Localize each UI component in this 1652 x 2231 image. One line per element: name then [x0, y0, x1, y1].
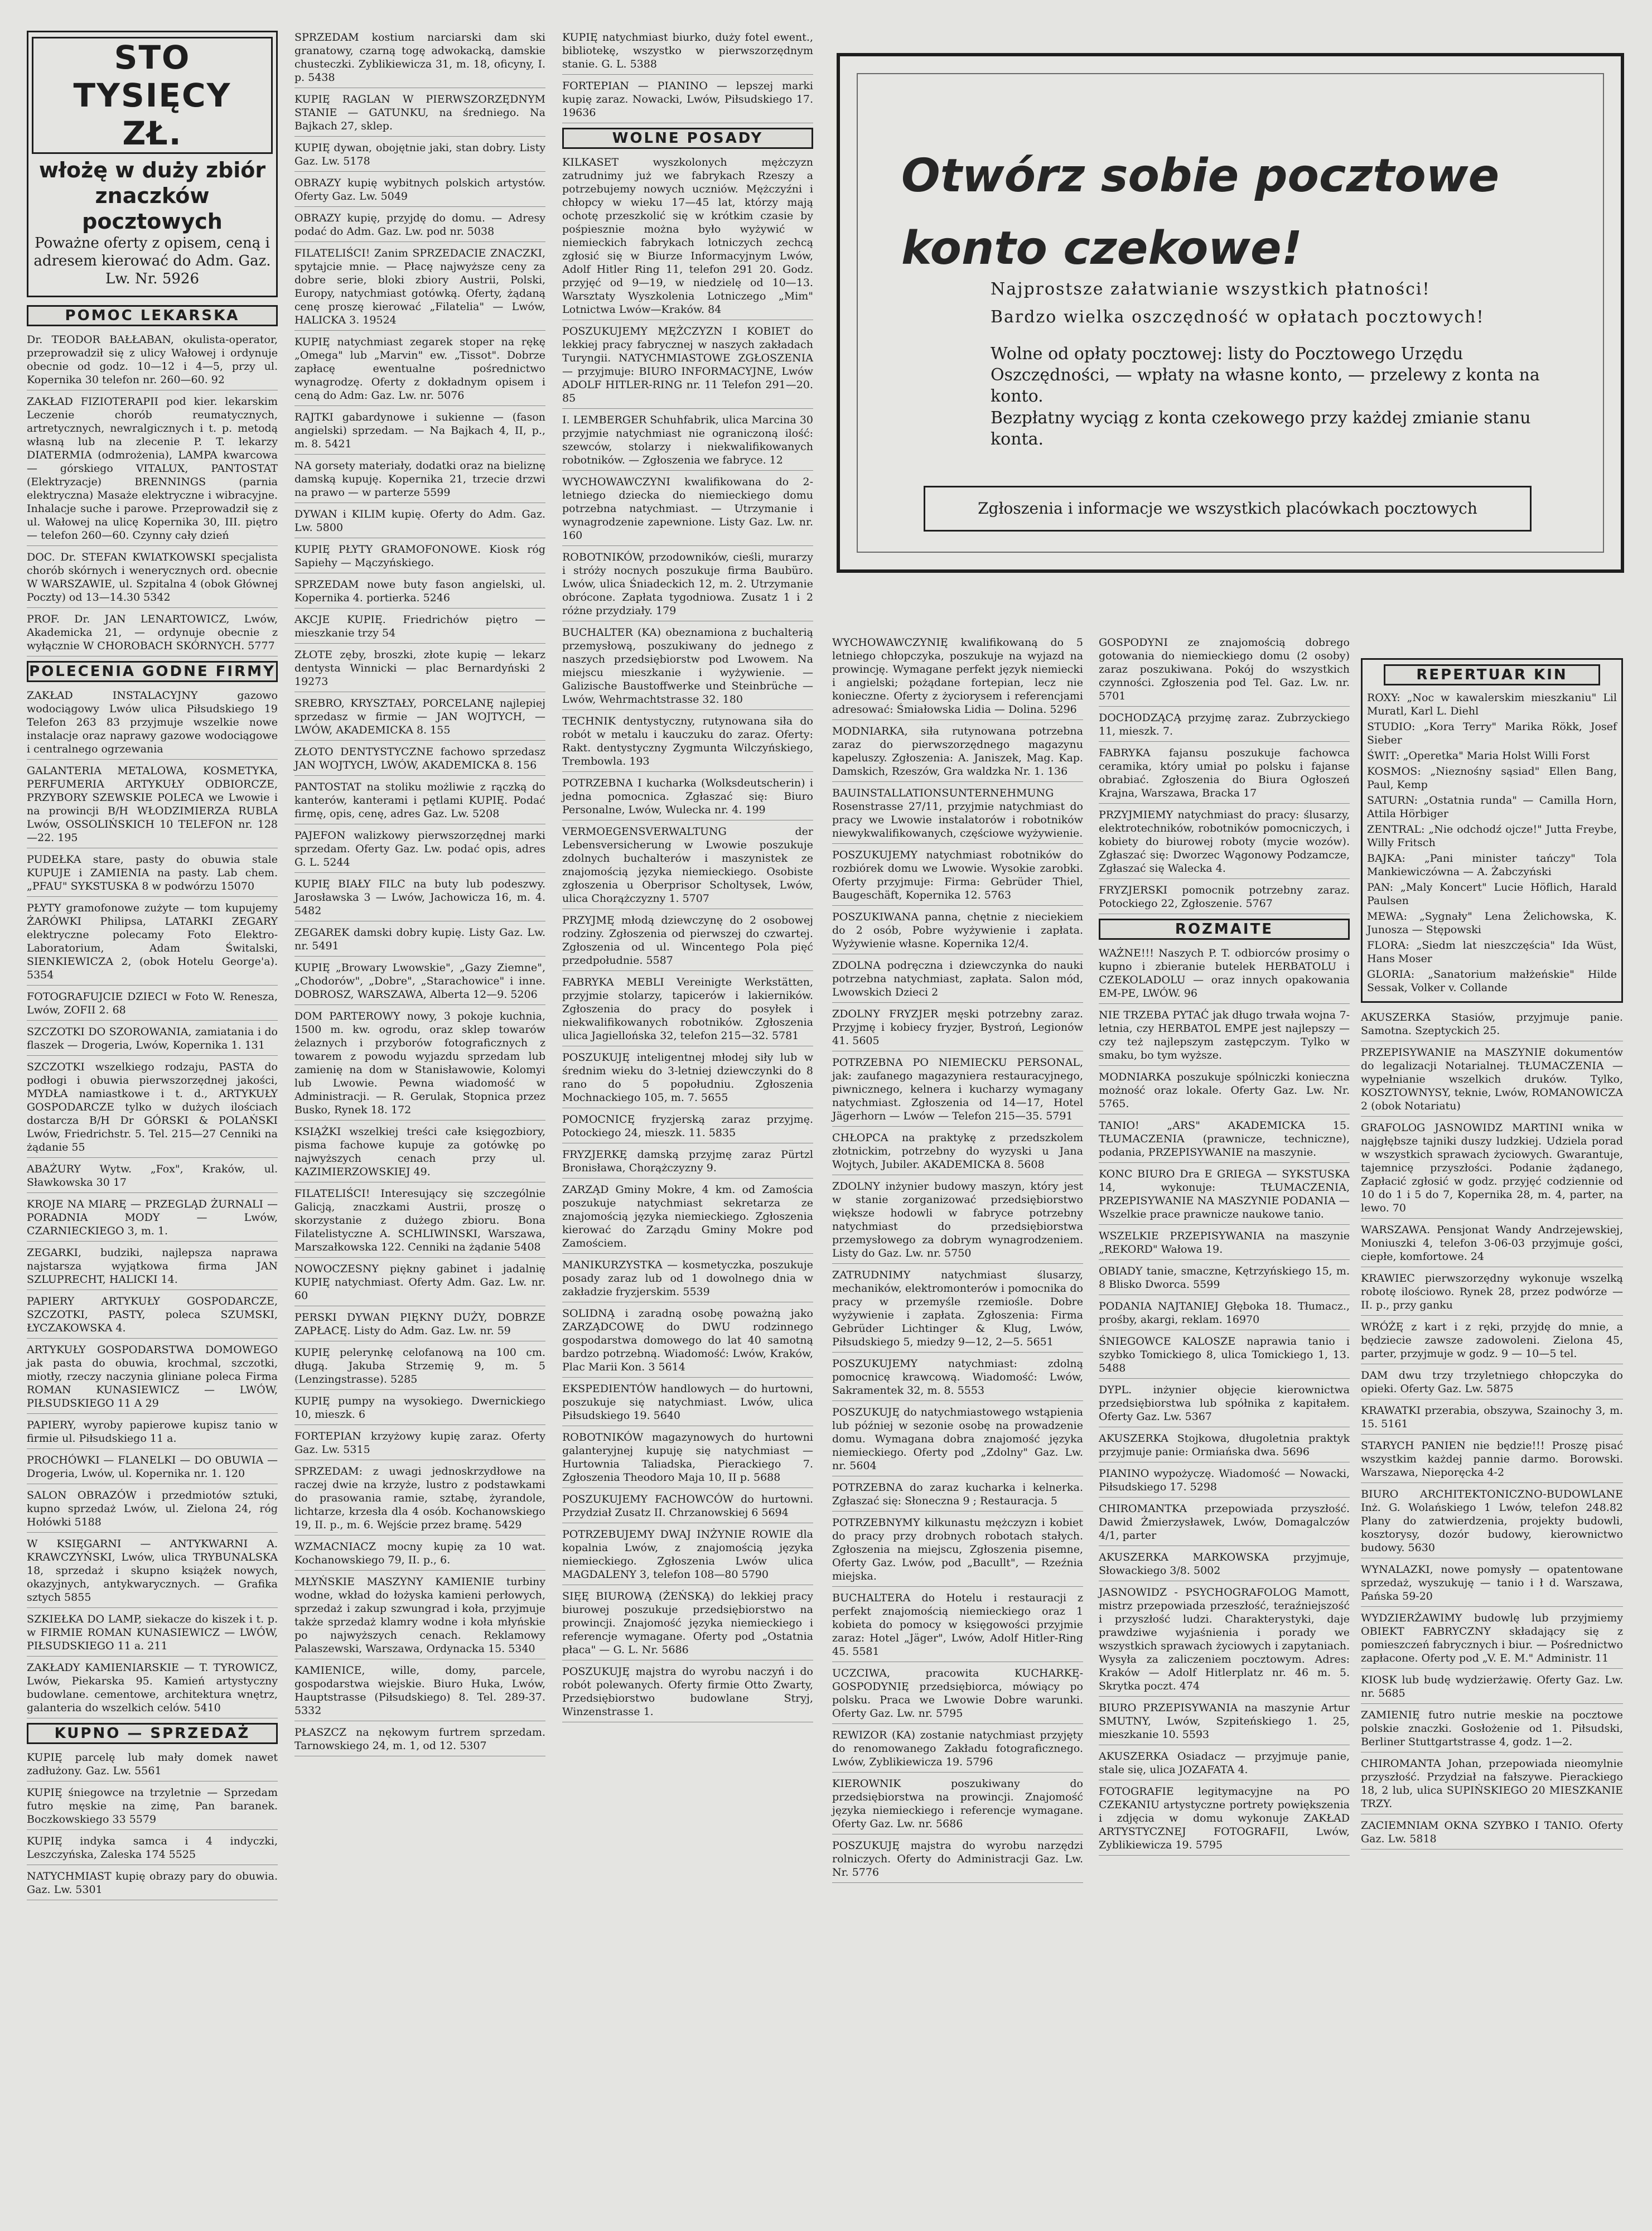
classified-ad: Dr. TEODOR BAŁŁABAN, okulista-operator, przeprowadził się z ulicy Wałowej i ordynuje obecnie od godz. 10—12 i 4—5, przy ul. Kopernika 30 telefon nr. 260—60. 92	[27, 333, 278, 390]
classified-ad: ZEGARKI, budziki, najlepsza naprawa najstarsza wyjątkowa firma JAN SZLUPRECHT, HALICKI 14.	[27, 1246, 278, 1290]
section-header-polecenia: POLECENIA GODNE FIRMY	[27, 661, 278, 682]
classified-ad: FRYZJERKĘ damską przyjmę zaraz Pürtzl Bronisława, Chorążczyzny 9.	[562, 1148, 813, 1179]
section-header-repertuar: REPERTUAR KIN	[1384, 664, 1600, 685]
ad-list-col3-top	[562, 31, 813, 123]
classified-ad: DYWAN i KILIM kupię. Oferty do Adm. Gaz. Lw. 5800	[294, 508, 545, 538]
classified-ad: GRAFOLOG JASNOWIDZ MARTINI wnika w najgłębsze tajniki duszy ludzkiej. Udziela porad w wszystkich sprawach życiowych. Gwarantuje, tajemnicę przyszłości. Podanie żądanego, Zapłacić zgłosić w godz. przyjęć codziennie od 10 do 1 i 5 do 7, Kopernika 28, m. 4, parter, na lewo. 70	[1361, 1121, 1623, 1219]
classified-ad: PŁYTY gramofonowe zużyte — tom kupujemy ŻARÓWKI Philipsa, LATARKI ZEGARY elektryczne polecamy Foto Elektro-Laboratorium, Adam Świtalski, SIENKIEWICZA 2, (obok Hotelu George'a). 5354	[27, 901, 278, 986]
classified-ad: SPRZEDAM nowe buty fason angielski, ul. Kopernika 4. portierka. 5246	[294, 578, 545, 609]
classified-ad: PERSKI DYWAN PIĘKNY DUŻY, DOBRZE ZAPŁACĘ. Listy do Adm. Gaz. Lw. nr. 59	[294, 1311, 545, 1341]
classified-ad: SZCZOTKI DO SZOROWANIA, zamiatania i do flaszek — Drogeria, Lwów, Kopernika 1. 131	[27, 1025, 278, 1056]
classified-ad: PROCHÓWKI — FLANELKI — DO OBUWIA — Drogeria, Lwów, ul. Kopernika nr. 1. 120	[27, 1453, 278, 1484]
classified-ad: POTRZEBNA I kucharka (Wolksdeutscherin) i jedna pomocnica. Zgłaszać się: Biuro Personalne, Lwów, Wulecka nr. 4. 199	[562, 776, 813, 820]
classified-ad: EKSPEDIENTÓW handlowych — do hurtowni, poszukuje się natychmiast. Lwów, ulica Piłsudskiego 19. 5640	[562, 1382, 813, 1426]
classified-ad: KIOSK lub budę wydzierżawię. Oferty Gaz. Lw. nr. 5685	[1361, 1673, 1623, 1704]
classified-ad: RAJTKI gabardynowe i sukienne — (fason angielski) sprzedam. — Na Bajkach 4, II, p., m. 8. 5421	[294, 411, 545, 455]
classified-ad: CHŁOPCA na praktykę z przedszkolem złotnickim, potrzebny do wyzyski u Jana Wojtych, Jubiler. AKADEMICKA 8. 5608	[832, 1131, 1083, 1175]
classified-ad: POSZUKUJEMY FACHOWCÓW do hurtowni. Przydział Zusatz II. Chrzanowskiej 6 5694	[562, 1493, 813, 1523]
classified-ad: DAM dwu trzy trzyletniego chłopczyka do opieki. Oferty Gaz. Lw. 5875	[1361, 1369, 1623, 1399]
classified-ad: AKUSZERKA Osiadacz — przyjmuje panie, stale się, ulica JOZAFATA 4.	[1099, 1750, 1350, 1780]
classified-ad: KAMIENICE, wille, domy, parcele, gospodarstwa wiejskie. Biuro Huka, Lwów, Hauptstrasse (Piłsudskiego) 8. Tel. 289-37. 5332	[294, 1664, 545, 1721]
classified-ad: PAPIERY, wyroby papierowe kupisz tanio w firmie ul. Piłsudskiego 11 a.	[27, 1418, 278, 1449]
classified-ad: FOTOGRAFIE legitymacyjne na PO CZEKANIU artystyczne portrety powiększenia i zdjęcia w domu wykonuje ZAKŁAD ARTYSTYCZNEJ FOTOGRAFII, Lwów, Zyblikiewicza 19. 5795	[1099, 1785, 1350, 1856]
classified-ad: ZAKŁADY KAMIENIARSKIE — T. TYROWICZ, Lwów, Piekarska 95. Kamień artystyczny budowlane. cementowe, architektura wnętrz, galanteria do wszelkich celów. 5410	[27, 1661, 278, 1718]
column-3	[562, 31, 813, 1727]
stamp-collection-ad	[27, 31, 278, 297]
classified-ad: WSZELKIE PRZEPISYWANIA na maszynie „REKORD" Wałowa 19.	[1099, 1229, 1350, 1260]
classified-ad: KONC BIURO Dra E GRIEGA — SYKSTUSKA 14, wykonuje: TŁUMACZENIA, PRZEPISYWANIE NA MASZYNIE PODANIA — Wszelkie prace prawnicze naukowe tanio.	[1099, 1167, 1350, 1225]
classified-ad: CHIROMANTA Johan, przepowiada nieomylnie przyszłość. Przydział na fałszywe. Pierackiego 18, 2 lub, ulica SUPIŃSKIEGO 20 MIESZKANIE TRZY.	[1361, 1757, 1623, 1814]
classified-ad: PRZEPISYWANIE na MASZYNIE dokumentów do legalizacji Notarialnej. TŁUMACZENIA — wypełnianie wszelkich druków. Tylko, KOSZTOWNYSY, teknie, Lwów, ROMANOWICZA 2 (obok Notariatu)	[1361, 1046, 1623, 1117]
classified-ad: KUPIĘ PŁYTY GRAMOFONOWE. Kiosk róg Sapiehy — Mączyńskiego.	[294, 543, 545, 573]
postal-footer: Zgłoszenia i informacje we wszystkich placówkach pocztowych	[924, 486, 1532, 532]
classified-ad: DYPL. inżynier objęcie kierownictwa przedsiębiorstwa lub spółnika z kapitałem. Oferty Gaz. Lw. 5367	[1099, 1383, 1350, 1427]
classified-ad: STARYCH PANIEN nie będzie!!! Proszę pisać wszystkim każdej pannie darmo. Borowski. Warszawa, Nieporęcka 4-2	[1361, 1439, 1623, 1483]
cinema-entry: ZENTRAL: „Nie odchodź ojcze!" Jutta Freybe, Willy Fritsch	[1367, 823, 1617, 849]
postal-title: Otwórz sobie pocztowe konto czekowe!	[901, 149, 1500, 275]
classified-ad: FILATELIŚCI! Interesujący się szczególnie Galicją, znaczkami Austrii, proszę o skorzystanie z dużego zbioru. Bona Filatelistyczne A. SCHLIWINSKI, Warszawa, Marszałkowska 122. Cenniki na żądanie 5408	[294, 1187, 545, 1258]
ad-list-medical	[27, 333, 278, 656]
classified-ad: ZAMIENIĘ futro nutrie meskie na pocztowe polskie znaczki. Gosłożenie od 1. Piłsudski, Berliner Stuttgartstrasse 4, godz. 1—2.	[1361, 1708, 1623, 1752]
classified-ad: WYCHOWAWCZYNI kwalifikowana do 2-letniego dziecka do niemieckiego domu potrzebna natychmiast. — Utrzymanie i wynagrodzenie zapewnione. Listy Gaz. Lw. nr. 160	[562, 475, 813, 546]
classified-ad: GOSPODYNI ze znajomością dobrego gotowania do niemieckiego domu (2 osoby) zaraz poszukiwana. Pokój do wszystkich czynności. Zgłoszenia pod Tel. Gaz. Lw. nr. 5701	[1099, 636, 1350, 707]
classified-ad: ZARZĄD Gminy Mokre, 4 km. od Zamościa poszukuje natychmiast sekretarza ze znajomością języka niemieckiego. Zgłoszenia kierować do Zarządu Gminy Mokre pod Zamościem.	[562, 1183, 813, 1254]
classified-ad: ZDOLNY inżynier budowy maszyn, który jest w stanie zorganizować przedsiębiorstwo większe hodowli w fabryce potrzebny natychmiast do przedsiębiorstwa przemysłowego za dobrym wynagrodzeniem. Listy do Gaz. Lw. nr. 5750	[832, 1180, 1083, 1264]
classified-ad: WYNALAZKI, nowe pomysły — opatentowane sprzedaż, wyszukuję — tanio i ł d. Warszawa, Pańska 59-20	[1361, 1563, 1623, 1607]
classified-ad: OBRAZY kupię, przyjdę do domu. — Adresy podać do Adm. Gaz. Lw. pod nr. 5038	[294, 211, 545, 242]
cinema-entry: ŚWIT: „Operetka" Maria Holst Willi Forst	[1367, 750, 1590, 762]
column-6	[1361, 658, 1623, 1854]
classified-ad: FRYZJERSKI pomocnik potrzebny zaraz. Potockiego 22, Zgłoszenie. 5767	[1099, 883, 1350, 914]
classified-ad: MANIKURZYSTKA — kosmetyczka, poszukuje posady zaraz lub od 1 dowolnego dnia w zakładzie fryzjerskim. 5539	[562, 1258, 813, 1302]
cinema-entry: GLORIA: „Sanatorium małżeńskie" Hilde Sessak, Volker v. Collande	[1367, 968, 1617, 994]
promo-line-3: Poważne oferty z opisem, ceną i adresem kierować do Adm. Gaz. Lw. Nr. 5926	[33, 235, 271, 287]
classified-ad: AKUSZERKA Stojkowa, długoletnia praktyk przyjmuje panie: Ormiańska dwa. 5696	[1099, 1432, 1350, 1462]
classified-ad: POTRZEBNA PO NIEMIECKU PERSONAL, jak: zaufanego magazyniera restauracyjnego, piwnicznego, kelnera i kucharzy wymagany natychmiast. Zgłoszenia od 14—17, Hotel Jägerhorn — Lwów — Telefon 215—35. 5791	[832, 1056, 1083, 1127]
classified-ad: PAPIERY ARTYKUŁY GOSPODARCZE, SZCZOTKI, PASTY, poleca SZUMSKI, ŁYCZAKOWSKA 4.	[27, 1295, 278, 1339]
classified-ad: OBRAZY kupię wybitnych polskich artystów. Oferty Gaz. Lw. 5049	[294, 176, 545, 207]
classified-ad: ROBOTNIKÓW, przodowników, cieśli, murarzy i stróży nocnych poszukuje firma Baubüro. Lwów, ulica Śniadeckich 12, m. 2. Utrzymanie obrócone. Zapłata tygodniowa. Zusatz 1 i 2 różne przydziały. 179	[562, 550, 813, 621]
classified-ad: ZDOLNA podręczna i dziewczynka do nauki potrzebna natychmiast, zapłata. Salon mód, Lwowskich Dzieci 2	[832, 959, 1083, 1003]
ad-list-col6	[1361, 1011, 1623, 1849]
classified-ad: POSZUKUJĘ majstra do wyrobu narzędzi rolniczych. Oferty do Administracji Gaz. Lw. Nr. 5776	[832, 1839, 1083, 1883]
classified-ad: ZDOLNY FRYZJER męski potrzebny zaraz. Przyjmę i kobiecy fryzjer, Bystroń, Legionów 41. 5605	[832, 1007, 1083, 1051]
classified-ad: ŚNIEGOWCE KALOSZE naprawia tanio i szybko Tomickiego 8, ulica Tomickiego 1, 13. 5488	[1099, 1335, 1350, 1379]
classified-ad: FORTEPIAN krzyżowy kupię zaraz. Oferty Gaz. Lw. 5315	[294, 1430, 545, 1460]
classified-ad: KUPIĘ natychmiast biurko, duży fotel ewent., bibliotekę, wszystko w pierwszorzędnym stanie. G. L. 5388	[562, 31, 813, 75]
postal-line-3: Wolne od opłaty pocztowej: listy do Pocztowego Urzędu Oszczędności, — wpłaty na własne konto, — przelewy z konta na konto.	[991, 344, 1540, 406]
classified-ad: BUCHALTER (KA) obeznamiona z buchalterią przemysłową, poszukiwany do jednego z naszych przedsiębiorstw pod Lwowem. Na miejscu mieszkanie i wyżywienie. — Galizische Baustoffwerke und Steinbrüche — Lwów, Wehrmachtstrasse 32. 180	[562, 626, 813, 710]
classified-ad: SPRZEDAM: z uwagi jednoskrzydłowe na raczej dwie na krzyże, lustro z podstawkami do prasowania ramie, sztabę, żyrandole, lichtarze, krzesła dla 4 osób. Kochanowskiego 19, II. p., m. 6. Wejście przez bramę. 5429	[294, 1465, 545, 1535]
classified-ad: SZCZOTKI wszelkiego rodzaju, PASTA do podłogi i obuwia pierwszorzędnej jakości, MYDŁA namiastkowe i t. d., ARTYKUŁY GOSPODARCZE tylko w dużych ilościach dostarcza B/H Dr GÓRSKI & POLAŃSKI Lwów, Friedrichstr. 5. Tel. 215—27 Cenniki na żądanie 55	[27, 1060, 278, 1158]
classified-ad: POSZUKUJĘ do natychmiastowego wstąpienia lub później w sezonie osobę na prowadzenie domu. Wymagana dobra znajomość języka niemieckiego. Oferty pod „Zdolny" Gaz. Lw. nr. 5604	[832, 1406, 1083, 1476]
promo-line-1: włożę w duży zbiór	[38, 158, 266, 182]
classified-ad: ZAKŁAD FIZIOTERAPII pod kier. lekarskim Leczenie chorób reumatycznych, artretycznych, newralgicznych i t. p. metodą własną lub na zlecenie P. T. lekarzy DIATERMIA (odmrożenia), LAMPA kwarcowa — górskiego VITALUX, PANTOSTAT (Elektryzacje) BRENNINGS (parnia elektryczna) Masaże elektryczne i wibracyjne. Inhalacje suche i parowe. Przeprowadził się z ul. Wałowej na ulicę Kopernika 30, III. piętro — telefon 260—60. Czynny cały dzień	[27, 395, 278, 546]
postal-line-4: Bezpłatny wyciąg z konta czekowego przy każdej zmianie stanu konta.	[991, 408, 1531, 449]
classified-ad: WARSZAWA. Pensjonat Wandy Andrzejewskiej, Moniuszki 4, telefon 3-06-03 przyjmuje gości, ciepłe, komfortowe. 24	[1361, 1223, 1623, 1267]
classified-ad: FORTEPIAN — PIANINO — lepszej marki kupię zaraz. Nowacki, Lwów, Piłsudskiego 17. 19636	[562, 79, 813, 123]
ad-list-col2	[294, 31, 545, 1756]
classified-ad: NOWOCZESNY piękny gabinet i jadalnię KUPIĘ natychmiast. Oferty Adm. Gaz. Lw. nr. 60	[294, 1262, 545, 1306]
postal-line-2: Bardzo wielka oszczędność w opłatach pocztowych!	[991, 307, 1485, 327]
classified-ad: PŁASZCZ na nękowym furtrem sprzedam. Tarnowskiego 24, m. 1, od 12. 5307	[294, 1726, 545, 1756]
cinema-repertoire	[1361, 658, 1623, 1003]
cinema-entry: SATURN: „Ostatnia runda" — Camilla Horn, Attila Hörbiger	[1367, 794, 1617, 820]
classified-ad: KUPIĘ śniegowce na trzyletnie — Sprzedam futro męskie na zimę, Pan baranek. Boczkowskiego 33 5579	[27, 1786, 278, 1830]
classified-ad: BAUINSTALLATIONSUNTERNEHMUNG Rosenstrasse 27/11, przyjmie natychmiast do pracy we Lwowie instalatorów i robotników niewykwalifikowanych, częściowe wyżywienie.	[832, 786, 1083, 844]
classified-ad: MODNIARKA, siła rutynowana potrzebna zaraz do pierwszorzędnego magazynu kapeluszy. Zgłoszenia: A. Janiszek, Mag. Kap. Damskich, Rzeszów, Gra waldzka Nr. 1. 136	[832, 725, 1083, 782]
column-4	[832, 636, 1083, 1887]
classified-ad: POSZUKUJEMY MĘŻCZYZN I KOBIET do lekkiej pracy fabrycznej w naszych zakładach Turyngii. NATYCHMIASTOWE ZGŁOSZENIA — przyjmuje: BIURO INFORMACYJNE, Lwów ADOLF HITLER-RING nr. 11 Telefon 291—20. 85	[562, 325, 813, 409]
classified-ad: ZATRUDNIMY natychmiast ślusarzy, mechaników, elektromonterów i pomocnika do pracy w przemyśle rzemiośle. Dobre wyżywienie i zapłata. Zgłoszenia: Firma Gebrüder Lichtinger & Klug, Lwów, Piłsudskiego 5, miedzy 9—12, 2—5. 5651	[832, 1268, 1083, 1353]
ad-list-col4	[832, 636, 1083, 1883]
classified-ad: AKCJE KUPIĘ. Friedrichów piętro — mieszkanie trzy 54	[294, 613, 545, 644]
classified-ad: KUPIĘ RAGLAN W PIERWSZORZĘDNYM STANIE — GATUNKU, na średniego. Na Bajkach 27, sklep.	[294, 93, 545, 137]
classified-ad: FABRYKA MEBLI Vereinigte Werkstätten, przyjmie stolarzy, tapicerów i lakierników. Zgłoszenia do pracy do posyłek i niekwalifikowanych robotników. Zgłoszenia ulica Jagiellońska 32, telefon 215—32. 5781	[562, 976, 813, 1046]
classified-ad: KUPIĘ pelerynkę celofanową na 100 cm. długą. Jakuba Strzemię 9, m. 5 (Lenzingstrasse). 5285	[294, 1346, 545, 1390]
classified-ad: PRZYJMIEMY natychmiast do pracy: ślusarzy, elektrotechników, robotników pomocniczych, i kobiety do biurowej roboty (mycie wozów). Zgłaszać się: Dworzec Wągonowy Podzamcze, Zgłaszać się Walecka 4.	[1099, 808, 1350, 879]
classified-ad: AKUSZERKA Stasiów, przyjmuje panie. Samotna. Szeptyckich 25.	[1361, 1011, 1623, 1041]
column-5	[1099, 636, 1350, 1860]
classified-ad: KILKASET wyszkolonych mężczyzn zatrudnimy już we fabrykach Rzeszy a potrzebujemy nowych uczniów. Mężczyźni i chłopcy w wieku 17—45 lat, którzy mają ochotę przeszkolić się w krótkim czasie by pośpiesznie można było wyżywić w niemieckich fabrykach lotniczych zechcą zgłosić się w Biurze Informacyjnym Lwów, Adolf Hitler Ring 11, telefon 291 20. Godz. przyjęć od 9—19, w niedzielę od 10—13. Warsztaty Wyszkolenia Lotniczego „Mim" Lotnictwa Lwów—Kraków. 84	[562, 156, 813, 320]
classified-ad: BIURO PRZEPISYWANIA na maszynie Artur SMUTNY, Lwów, Szpiteńskiego 1. 25, mieszkanie 10. 5593	[1099, 1701, 1350, 1745]
classified-ad: KUPIĘ dywan, obojętnie jaki, stan dobry. Listy Gaz. Lw. 5178	[294, 141, 545, 172]
classified-ad: SOLIDNĄ i zaradną osobę poważną jako ZARZĄDCOWĘ do DWU rodzinnego gospodarstwa domowego do lat 40 samotną bardzo potrzebną. Wiadomość: Lwów, Kraków, Plac Marii Kon. 3 5614	[562, 1307, 813, 1378]
cinema-entry: MEWA: „Sygnały" Lena Żelichowska, K. Junosza — Stępowski	[1367, 910, 1617, 936]
classified-ad: ABAŻURY Wytw. „Fox", Kraków, ul. Sławkowska 30 17	[27, 1162, 278, 1193]
classified-ad: MODNIARKA poszukuje spólniczki konieczna możność oraz lokale. Oferty Gaz. Lw. Nr. 5765.	[1099, 1070, 1350, 1114]
classified-ad: POTRZEBUJEMY DWAJ INŻYNIE ROWIE dla kopalnia Lwów, z znajomością języka niemieckiego. Zgłoszenia Lwów ulica MAGDALENY 3, telefon 108—80 5790	[562, 1528, 813, 1585]
classified-ad: KRAWATKI przerabia, obszywa, Szainochy 3, m. 15. 5161	[1361, 1404, 1623, 1435]
classified-ad: KUPIĘ natychmiast zegarek stoper na rękę „Omega" lub „Marvin" ew. „Tissot". Dobrze zapłacę ewentualne pośrednictwo wynagrodzę. Oferty z dokładnym opisem i ceną do Adm: Gaz. Lw. nr. 5076	[294, 335, 545, 406]
classified-ad: DOM PARTEROWY nowy, 3 pokoje kuchnia, 1500 m. kw. ogrodu, oraz sklep towarów żelaznych i przyborów fotograficznych z towarem z powodu wyjazdu sprzedam lub zamienię na dom w Stanisławowie, Kolomyi lub Lwowie. Pewna wiadomość w Administracji. — R. Gerulak, Stopnica przez Busko, Rynek 18. 172	[294, 1010, 545, 1121]
classified-ad: DOCHODZĄCĄ przyjmę zaraz. Zubrzyckiego 11, mieszk. 7.	[1099, 711, 1350, 742]
classified-ad: AKUSZERKA MARKOWSKA przyjmuje, Słowackiego 3/8. 5002	[1099, 1551, 1350, 1581]
section-header-wolne: WOLNE POSADY	[562, 128, 813, 149]
classified-ad: KROJE NA MIARĘ — PRZEGLĄD ŻURNALI — PORADNIA MODY — Lwów, CZARNIECKIEGO 3, m. 1.	[27, 1197, 278, 1242]
classified-ad: ZŁOTO DENTYSTYCZNE fachowo sprzedasz JAN WOJTYCH, LWÓW, AKADEMICKA 8. 156	[294, 745, 545, 776]
classified-ad: UCZCIWA, pracowita KUCHARKĘ-GOSPODYNIĘ przedsiębiorca, mówiący po polsku. Praca we Lwowie Dobre warunki. Oferty Gaz. Lw. nr. 5795	[832, 1667, 1083, 1724]
classified-ad: KUPIĘ indyka samca i 4 indyczki, Leszczyńska, Zaleska 174 5525	[27, 1834, 278, 1865]
classified-ad: TANIO! „ARS" AKADEMICKA 15. TŁUMACZENIA (prawnicze, techniczne), podania, PRZEPISYWANIE na maszynie.	[1099, 1119, 1350, 1163]
classified-ad: PAJEFON walizkowy pierwszorzędnej marki sprzedam. Oferty Gaz. Lw. podać opis, adres G. L. 5244	[294, 829, 545, 873]
cinema-entry: BAJKA: „Pani minister tańczy" Tola Mankiewiczówna — A. Żabczyński	[1367, 852, 1617, 878]
classified-ad: ZŁOTE zęby, broszki, złote kupię — lekarz dentysta Winnicki — plac Bernardyński 2 19273	[294, 648, 545, 692]
section-header-kupno: KUPNO — SPRZEDAŻ	[27, 1723, 278, 1744]
ad-list-col5-top	[1099, 636, 1350, 914]
classified-ad: KUPIĘ „Browary Lwowskie", „Gazy Ziemne", „Chodorów", „Dobre", „Starachowice" i inne. DOBROSZ, WARSZAWA, Alberta 12—9. 5206	[294, 961, 545, 1005]
postal-line-1: Najprostsze załatwianie wszystkich płatności!	[991, 279, 1431, 299]
classified-ad: JASNOWIDZ - PSYCHOGRAFOLOG Mamott, mistrz przepowiada przeszłość, teraźniejszość i przyszłość ludzi. Charakterystyki, daje prawdziwe wyjaśnienia i porady we wszystkich sprawach życiowych i zapytaniach. Wysyła za zaliczeniem pocztowym. Adres: Kraków — Adolf Hitlerplatz nr. 46 m. 5. Skrytka poczt. 474	[1099, 1586, 1350, 1697]
classified-ad: FOTOGRAFUJCIE DZIECI w Foto W. Renesza, Lwów, ZOFII 2. 68	[27, 990, 278, 1021]
ad-list-col5	[1099, 947, 1350, 1856]
classified-ad: VERMOEGENSVERWALTUNG der Lebensversicherung w Lwowie poszukuje zdolnych buchalterów i maszynistek ze znajomością języka niemieckiego. Osobiste zgłoszenia u Oberprisor Scholtysek, Lwów, ulica Chorążczyzny 1. 5707	[562, 825, 813, 909]
classified-ad: SZKIEŁKA DO LAMP, siekacze do kiszek i t. p. w FIRMIE ROMAN KUNASIEWICZ — LWÓW, PIŁSUDSKIEGO 11 a. 211	[27, 1612, 278, 1657]
classified-ad: PROF. Dr. JAN LENARTOWICZ, Lwów, Akademicka 21, — ordynuje obecnie z wyłącznie W CHOROBACH SKÓRNYCH. 5777	[27, 612, 278, 656]
classified-ad: W KSIĘGARNI — ANTYKWARNI A. KRAWCZYŃSKI, Lwów, ulica TRYBUNALSKA 18, sprzedaż i skupno książek nowych, okazyjnych, antykwarycznych. — Grafika sztych 5855	[27, 1537, 278, 1608]
classified-ad: PODANIA NAJTANIEJ Głęboka 18. Tłumacz., prośby, akargi, reklam. 16970	[1099, 1300, 1350, 1330]
classified-ad: I. LEMBERGER Schuhfabrik, ulica Marcina 30 przyjmie natychmiast nie ograniczoną ilość: szewców, stolarzy i niekwalifikowanych robotników. — Zgłoszenia we fabryce. 12	[562, 413, 813, 471]
classified-ad: BIURO ARCHITEKTONICZNO-BUDOWLANE Inż. G. Wolańskiego 1 Lwów, telefon 248.82 Plany do zatwierdzenia, projekty budowli, kosztorysy, dozór budowy, kierownictwo budowy. 5630	[1361, 1488, 1623, 1558]
classified-ad: PIANINO wypożyczę. Wiadomość — Nowacki, Piłsudskiego 17. 5298	[1099, 1467, 1350, 1498]
section-header-pomoc: POMOC LEKARSKA	[27, 305, 278, 326]
classified-ad: ZACIEMNIAM OKNA SZYBKO I TANIO. Oferty Gaz. Lw. 5818	[1361, 1819, 1623, 1849]
classified-ad: POSZUKIWANA panna, chętnie z nieciekiem do 2 osób, Pobre wyżywienie i zapłata. Wyżywienie własne. Kopernika 12/4.	[832, 910, 1083, 954]
classified-ad: MŁYŃSKIE MASZYNY KAMIENIE turbiny wodne, wkład do łożyska kamieni perłowych, sprzedaż i zakup szwungrad i koła, przyjmuje także sprzedaż klamry wodne i koła młyńskie po najwyższych cenach. Reklamowy Palaszewski, Warszawa, Ordynacka 15. 5340	[294, 1575, 545, 1659]
classified-ad: ROBOTNIKÓW magazynowych do hurtowni galanteryjnej kupuję się natychmiast — Hurtownia Taliadska, Pierackiego 7. Zgłoszenia Theodoro Maja 10, II p. 5688	[562, 1431, 813, 1488]
classified-ad: WRÓŻĘ z kart i z ręki, przyjdę do mnie, a będziecie zawsze zadowoleni. Zielona 45, parter, przyjmuje w godz. 9 — 10—5 tel.	[1361, 1320, 1623, 1364]
classified-ad: TECHNIK dentystyczny, rutynowana siła do robót w metalu i kauczuku do zaraz. Oferty: Rakt. dentystyczny Zygmunta Wilczyńskiego, Trembowla. 193	[562, 714, 813, 772]
classified-ad: ZEGAREK damski dobry kupię. Listy Gaz. Lw. nr. 5491	[294, 926, 545, 957]
postal-account-ad	[837, 53, 1624, 573]
classified-ad: GALANTERIA METALOWA, KOSMETYKA, PERFUMERIA ARTYKUŁY ODBIORCZE, PRZYBORY SZEWSKIE POLECA we Lwowie i na prowincji B/H WŁODZIMIERZA RUBLA Lwów, OSSOLIŃSKICH 10 TELEFON nr. 128—22. 195	[27, 764, 278, 848]
classified-ad: CHIROMANTKA przepowiada przyszłość. Dawid Żmierzysławek, Lwów, Domagalczów 4/1, parter	[1099, 1502, 1350, 1546]
classified-ad: BUCHALTERA do Hotelu i restauracji z perfekt znajomością niemieckiego oraz 1 kobieta do pomocy w księgowości przyjmie zaraz: Hotel „Jäger", Lwów, Adolf Hitler-Ring 45. 5581	[832, 1591, 1083, 1662]
classified-ad: WAŻNE!!! Naszych P. T. odbiorców prosimy o kupno i zbieranie butelek HERBATOLU i CZEKOLADOLU — oraz innych opakowania EM-PE, LWÓW. 96	[1099, 947, 1350, 1004]
classified-ad: WYDZIERŻAWIMY budowlę lub przyjmiemy OBIEKT FABRYCZNY składający się z pomieszczeń fabrycznych i biur. — Pośrednictwo zapłacone. Oferty pod „V. E. M." Administr. 11	[1361, 1611, 1623, 1669]
column-1	[27, 31, 278, 1905]
classified-ad: PANTOSTAT na stoliku możliwie z rączką do kanterów, kanterami i pętlami KUPIĘ. Podać firmę, opis, cenę, adres Gaz. Lw. 5208	[294, 780, 545, 824]
classified-ad: ARTYKUŁY GOSPODARSTWA DOMOWEGO jak pasta do obuwia, krochmal, szczotki, miotły, rzeczy naczynia gliniane poleca Firma ROMAN KUNASIEWICZ — LWÓW, PIŁSUDSKIEGO 11 A 29	[27, 1343, 278, 1414]
classified-ad: SPRZEDAM kostium narciarski dam ski granatowy, czarną togę adwokacką, damskie chusteczki. Zyblikiewicza 31, m. 18, oficyny, I. p. 5438	[294, 31, 545, 88]
classified-ad: OBIADY tanie, smaczne, Kętrzyńskiego 15, m. 8 Blisko Dworca. 5599	[1099, 1264, 1350, 1295]
column-2	[294, 31, 545, 1761]
promo-amount: STO TYSIĘCY ZŁ.	[32, 37, 273, 154]
classified-ad: SALON OBRAZÓW i przedmiotów sztuki, kupno sprzedaż Lwów, ul. Zielona 24, róg Hołówki 5188	[27, 1489, 278, 1533]
ad-list-col3	[562, 156, 813, 1722]
classified-ad: PUDEŁKA stare, pasty do obuwia stale KUPUJE i ZAMIENIA na pasty. Lab chem. „PFAU" SYKSTUSKA 8 w podwórzu 15070	[27, 853, 278, 897]
classified-ad: POSZUKUJEMY natychmiast: zdolną pomocnicę krawcową. Wiadomość: Lwów, Sakramentek 32, m. 8. 5553	[832, 1357, 1083, 1401]
cinema-entry: KOSMOS: „Nieznośny sąsiad" Ellen Bang, Paul, Kemp	[1367, 765, 1617, 791]
classified-ad: SREBRO, KRYSZTAŁY, PORCELANĘ najlepiej sprzedasz w firmie — JAN WOJTYCH, — LWÓW, AKADEMICKA 8. 155	[294, 697, 545, 741]
classified-ad: POSZUKUJĘ majstra do wyrobu naczyń i do robót polewanych. Oferty firmie Otto Zwarty, Przedsiębiorstwo budowlane Stryj, Winzenstrasse 1.	[562, 1665, 813, 1722]
classified-ad: KSIĄŻKI wszelkiej treści całe księgozbiory, pisma fachowe kupuje za gotówkę po najwyższych cenach przy ul. KAZIMIERZOWSKIEJ 49.	[294, 1125, 545, 1182]
classified-ad: PRZYJMĘ młodą dziewczynę do 2 osobowej rodziny. Zgłoszenia od pierwszej do czwartej. Zgłoszenia od ul. Wincentego Pola pięć przedpołudnie. 5587	[562, 914, 813, 971]
classified-ad: REWIZOR (KA) zostanie natychmiast przyjęty do renomowanego Zakładu fotograficznego. Lwów, Zyblikiewicza 19. 5796	[832, 1728, 1083, 1773]
classified-ad: FILATELIŚCI! Zanim SPRZEDACIE ZNACZKI, spytajcie mnie. — Płacę najwyższe ceny za dobre serie, bloki zbiory Austrii, Polski, Europy, natychmiast gotówką. Oferty, żądaną cenę proszę kierować „Filatelia" — Lwów, HALICKA 3. 19524	[294, 247, 545, 331]
promo-line-2: znaczków pocztowych	[82, 183, 223, 234]
cinema-entry: FLORA: „Siedm lat nieszczęścia" Ida Wüst, Hans Moser	[1367, 939, 1617, 965]
classified-ad: POTRZEBNA do zaraz kucharka i kelnerka. Zgłaszać się: Słoneczna 9 ; Restauracja. 5	[832, 1481, 1083, 1512]
classified-ad: SIĘĘ BIUROWĄ (ŻEŃSKĄ) do lekkiej pracy biurowej poszukuje przedsiębiorstwo na prowincji. Znajomość języka niemieckiego i referencje wymagane. Oferty pod „Ostatnia płaca" — G. L. Nr. 5686	[562, 1590, 813, 1660]
classified-ad: KUPIĘ parcelę lub mały domek nawet zadłużony. Gaz. Lw. 5561	[27, 1751, 278, 1781]
cinema-entry: STUDIO: „Kora Terry" Marika Rökk, Josef Sieber	[1367, 721, 1617, 746]
cinema-list	[1367, 691, 1617, 994]
classified-ad: NA gorsety materiały, dodatki oraz na bieliznę damską kupuję. Kopernika 21, trzecie drzwi na prawo — w parterze 5599	[294, 459, 545, 503]
section-header-rozmaite: ROZMAITE	[1099, 919, 1350, 940]
classified-ad: POTRZEBNYMY kilkunastu mężczyzn i kobiet do pracy przy drobnych robotach stałych. Zgłoszenia na miejscu, Zgłoszenia pisemne, Oferty Gaz. Lwów, pod „Bacullt", — Rzeźnia miejska.	[832, 1516, 1083, 1587]
classified-ad: FABRYKA fajansu poszukuje fachowca ceramika, który umiał po polsku i fajanse obrabiać. Zgłoszenia do Biura Ogłoszeń Krajna, Warszawa, Bracka 17	[1099, 746, 1350, 804]
cinema-entry: PAN: „Maly Koncert" Lucie Höflich, Harald Paulsen	[1367, 881, 1617, 907]
cinema-entry: ROXY: „Noc w kawalerskim mieszkaniu" Lil Muratl, Karl L. Diehl	[1367, 692, 1617, 717]
classified-ad: ZAKŁAD INSTALACYJNY gazowo wodociągowy Lwów ulica Piłsudskiego 19 Telefon 263 83 przyjmuje wszelkie nowe instalacje oraz naprawy gazowe wodociągowe i centralnego ogrzewania	[27, 689, 278, 760]
ad-list-kupno	[27, 1751, 278, 1900]
classified-ad: POSZUKUJEMY natychmiast robotników do rozbiórek domu we Lwowie. Wysokie zarobki. Oferty przyjmuje: Firma: Gebrüder Thiel, Baugeschäft, Kopernika 12. 5763	[832, 848, 1083, 906]
ad-list-firms	[27, 689, 278, 1718]
classified-ad: WZMACNIACZ mocny kupię za 10 wat. Kochanowskiego 79, II. p., 6.	[294, 1540, 545, 1571]
classified-ad: NATYCHMIAST kupię obrazy pary do obuwia. Gaz. Lw. 5301	[27, 1870, 278, 1900]
classified-ad: POMOCNICĘ fryzjerską zaraz przyjmę. Potockiego 24, mieszk. 11. 5835	[562, 1113, 813, 1143]
classified-ad: NIE TRZEBA PYTAĆ jak długo trwała wojna 7-letnia, czy HERBATOL EMPE jest najlepszy — czy też najlepszym zastępczym. Tylko w smaku, bo tym wyższe.	[1099, 1008, 1350, 1066]
classified-ad: KIEROWNIK poszukiwany do przedsiębiorstwa na prowincji. Znajomość języka niemieckiego i referencje wymagane. Oferty Gaz. Lw. nr. 5686	[832, 1777, 1083, 1834]
classified-ad: KUPIĘ pumpy na wysokiego. Dwernickiego 10, mieszk. 6	[294, 1394, 545, 1425]
classified-ad: KRAWIEC pierwszorzędny wykonuje wszelką robotę ilościowo. Rynek 28, przez podwórze — II. p., przy ganku	[1361, 1272, 1623, 1316]
classified-ad: DOC. Dr. STEFAN KWIATKOWSKI specjalista chorób skórnych i wenerycznych ord. obecnie W WARSZAWIE, ul. Szpitalna 4 (obok Głównej Poczty) od 13—14.30 5342	[27, 550, 278, 608]
classified-ad: POSZUKUJĘ inteligentnej młodej siły lub w średnim wieku do 3-letniej dziewczynki do 8 rano do 5 popołudniu. Zgłoszenia Mochnackiego 105, m. 7. 5655	[562, 1051, 813, 1108]
classified-ad: KUPIĘ BIAŁY FILC na buty lub podeszwy. Jarosławska 3 — Lwów, Jachowicza 16, m. 4. 5482	[294, 877, 545, 921]
classified-ad: WYCHOWAWCZYNIĘ kwalifikowaną do 5 letniego chłopczyka, poszukuje na wyjazd na prowincję. Wymagane perfekt język niemiecki i angielski; pożądane fortepian, lecz nie konieczne. Oferty z życiorysem i referencjami adresować: Śmiałowska Lidia — Dolina. 5296	[832, 636, 1083, 720]
